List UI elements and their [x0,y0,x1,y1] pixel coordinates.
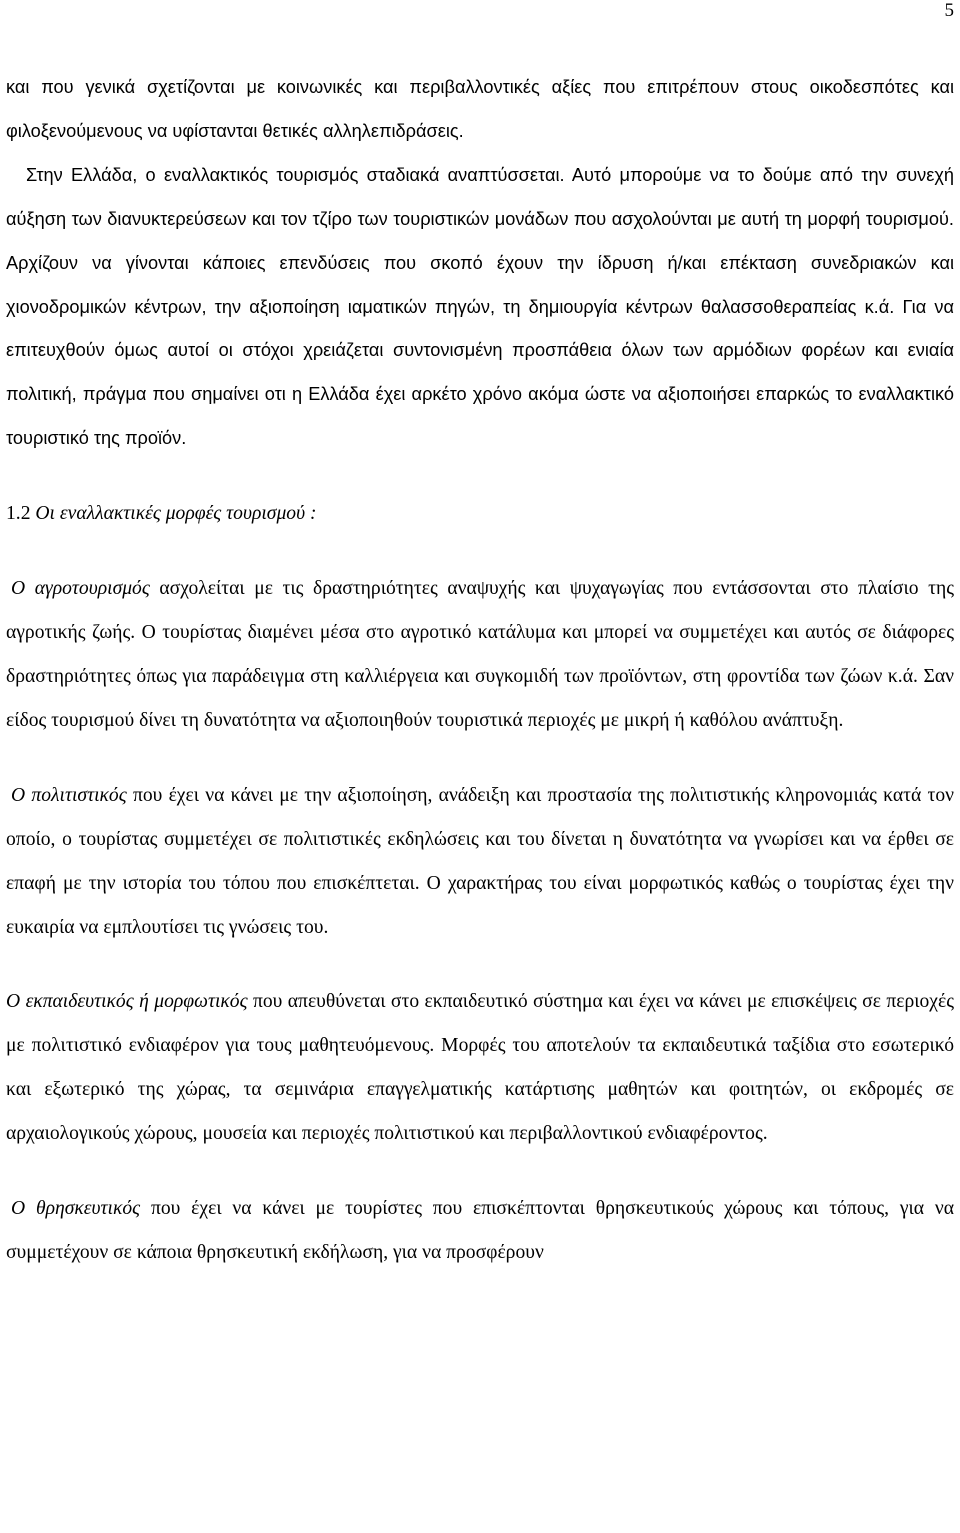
page-number: 5 [944,0,954,21]
term-educational: Ο εκπαιδευτικός ή μορφωτικός [6,991,248,1013]
paragraph-religious [6,1187,954,1275]
paragraph-intro-continuation: και που γενικά σχετίζονται με κοινωνικές και περιβαλλοντικές αξίες που επιτρέπουν στους οικοδεσπότες και φιλοξενούμενους να υφίστανται θετικές αλληλεπιδράσεις. [6,77,954,141]
term-cultural: Ο πολιτιστικός [11,784,127,806]
section-heading [6,492,954,536]
paragraph-educational [6,980,954,1156]
paragraph-cultural [6,774,954,950]
section-number: 1.2 [6,503,31,525]
text-cultural: που έχει να κάνει με την αξιοποίηση, ανάδειξη και προστασία της πολιτιστικής κληρονομιάς κατά τον οποίο, ο τουρίστας συμμετέχει σε πολιτιστικές εκδηλώσεις και του δίνεται η δυνατότητα να γνωρίσει και να έρθει σε επαφή με την ιστορία του τόπου που επισκέπτεται. Ο χαρακτήρας του είναι μορφωτικός καθώς ο τουρίστας έχει την ευκαιρία να εμπλουτίσει τις γνώσεις του. [6,784,955,938]
paragraph-greece-alternative-tourism: Στην Ελλάδα, ο εναλλακτικός τουρισμός σταδιακά αναπτύσσεται. Αυτό μπορούμε να το δούμε από την συνεχή αύξηση των διανυκτερεύσεων και τον τζίρο των τουριστικών μονάδων που ασχολούνται με αυτή τη μορφή τουρισμού. Αρχίζουν να γίνονται κάποιες επενδύσεις που σκοπό έχουν την ίδρυση ή/και επέκταση συνεδριακών και χιονοδρομικών κέντρων, την αξιοποίηση ιαματικών πηγών, τη δημιουργία κέντρων θαλασσοθεραπείας κ.ά. Για να επιτευχθούν όμως αυτοί οι στόχοι χρειάζεται συντονισμένη προσπάθεια όλων των αρμόδιων φορέων και ενιαία πολιτική, πράγμα που σημαίνει οτι η Ελλάδα έχει αρκέτο χρόνο ακόμα ώστε να αξιοποιήσει επαρκώς το εναλλακτικό τουριστικό της προϊόν. [6,164,954,449]
term-agrotourism: Ο αγροτουρισμός [11,578,150,600]
text-religious: που έχει να κάνει με τουρίστες που επισκέπτονται θρησκευτικούς χώρους και τόπους, για να συμμετέχουν σε κάποια θρησκευτική εκδήλωση, για να προσφέρουν [6,1198,954,1263]
text-agrotourism: ασχολείται με τις δραστηριότητες αναψυχής και ψυχαγωγίας που εντάσσονται στο πλαίσιο της αγροτικής ζωής. Ο τουρίστας διαμένει μέσα στο αγροτικό κατάλυμα και μπορεί να συμμετέχει και αυτός σε διάφορες δραστηριότητες όπως για παράδειγμα στη καλλιέργεια και συγκομιδή των προϊόντων, στη φροντίδα των ζώων κ.ά. Σαν είδος τουρισμού δίνει τη δυνατότητα να αξιοποιηθούν τουριστικά περιοχές με μικρή ή καθόλου ανάπτυξη. [6,578,954,731]
text-educational: που απευθύνεται στο εκπαιδευτικό σύστημα και έχει να κάνει με επισκέψεις σε περιοχές με πολιτιστικό ενδιαφέρον για τους μαθητευόμενους. Μορφές του αποτελούν τα εκπαιδευτικά ταξίδια στο εσωτερικό και εξωτερικό της χώρας, τα σεμινάρια επαγγελματικής κατάρτισης μαθητών και φοιτητών, οι εκδρομές σε αρχαιολογικούς χώρους, μουσεία και περιοχές πολιτιστικού και περιβαλλοντικού ενδιαφέροντος. [6,991,954,1145]
document-body [6,66,954,1275]
term-religious: Ο θρησκευτικός [11,1198,141,1220]
paragraph-agrotourism [6,567,954,743]
section-title: Οι εναλλακτικές μορφές τουρισμού : [35,503,317,525]
